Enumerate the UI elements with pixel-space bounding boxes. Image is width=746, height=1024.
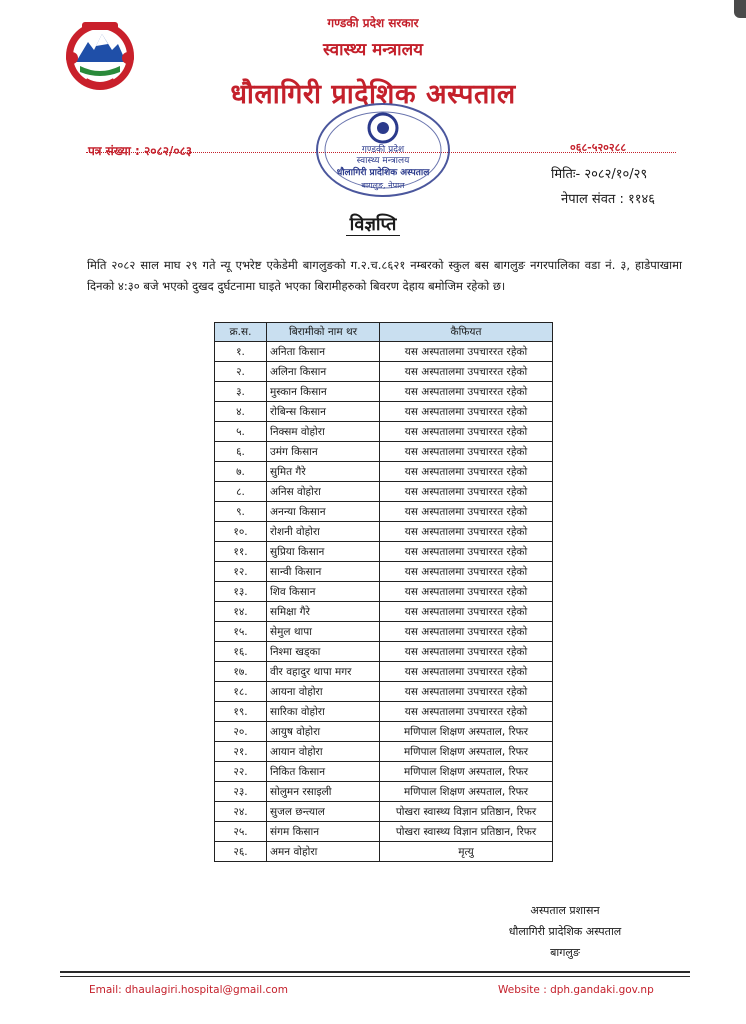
- stamp-line-1: गण्डकी प्रदेश: [361, 145, 405, 155]
- hospital-name: धौलागिरी प्रादेशिक अस्पताल: [230, 79, 516, 110]
- table-row: [215, 342, 553, 362]
- table-row: [215, 502, 553, 522]
- serial-cell: २६.: [215, 842, 267, 862]
- serial-cell: २१.: [215, 742, 267, 762]
- patient-name-cell: रोशनी वोहोरा: [267, 522, 380, 542]
- serial-cell: १६.: [215, 642, 267, 662]
- header-remark: कैफियत: [380, 323, 553, 342]
- patient-name-cell: सान्वी किसान: [267, 562, 380, 582]
- remark-cell: यस अस्पतालमा उपचाररत रहेको: [380, 642, 553, 662]
- signature-line-1: अस्पताल प्रशासन: [530, 904, 600, 917]
- email-label: Email:: [89, 984, 122, 996]
- table-body: [215, 342, 553, 862]
- serial-cell: १०.: [215, 522, 267, 542]
- table-row: [215, 642, 553, 662]
- patient-name-cell: अनन्या किसान: [267, 502, 380, 522]
- website-label: Website :: [498, 984, 547, 996]
- serial-cell: १.: [215, 342, 267, 362]
- notice-body: मिति २०८२ साल माघ २९ गते न्यू एभरेष्ट एकेडेमी बागलुङको ग.२.च.८६२१ नम्बरको स्कुल बस बागलुङ नगरपालिका वडा नं. ३, हाडेपाखामा दिनको ४:३० बजे भएको दुखद दुर्घटनामा घाइते भएका बिरामीहरुको बिवरण देहाय बमोजिम रहेको छ।: [87, 258, 682, 293]
- table-row: [215, 702, 553, 722]
- remark-cell: यस अस्पतालमा उपचाररत रहेको: [380, 442, 553, 462]
- remark-cell: यस अस्पतालमा उपचाररत रहेको: [380, 482, 553, 502]
- remark-cell: मणिपाल शिक्षण अस्पताल, रिफर: [380, 782, 553, 802]
- serial-cell: ११.: [215, 542, 267, 562]
- remark-cell: मणिपाल शिक्षण अस्पताल, रिफर: [380, 742, 553, 762]
- serial-cell: ४.: [215, 402, 267, 422]
- phone-number: ०६८-५२०२८८: [570, 141, 627, 154]
- remark-cell: यस अस्पतालमा उपचाररत रहेको: [380, 582, 553, 602]
- remark-cell: यस अस्पतालमा उपचाररत रहेको: [380, 382, 553, 402]
- table-row: [215, 602, 553, 622]
- table-row: [215, 462, 553, 482]
- signature-line-3: बागलुङ: [550, 946, 580, 959]
- patient-name-cell: उमंग किसान: [267, 442, 380, 462]
- table-header-row: [215, 323, 553, 342]
- ministry-name: स्वास्थ्य मन्त्रालय: [323, 40, 423, 60]
- serial-cell: २५.: [215, 822, 267, 842]
- remark-cell: यस अस्पतालमा उपचाररत रहेको: [380, 422, 553, 442]
- serial-cell: ९.: [215, 502, 267, 522]
- footer-website: [498, 984, 654, 996]
- header-serial: क्र.स.: [215, 323, 267, 342]
- remark-cell: यस अस्पतालमा उपचाररत रहेको: [380, 562, 553, 582]
- notice-title-text: विज्ञप्ति: [346, 214, 401, 236]
- table-row: [215, 482, 553, 502]
- patient-name-cell: समिक्षा गैरे: [267, 602, 380, 622]
- remark-cell: यस अस्पतालमा उपचाररत रहेको: [380, 602, 553, 622]
- patient-name-cell: मुस्कान किसान: [267, 382, 380, 402]
- serial-cell: २४.: [215, 802, 267, 822]
- table-row: [215, 562, 553, 582]
- nepal-sambat: नेपाल संवत : ११४६: [561, 192, 656, 207]
- remark-cell: यस अस्पतालमा उपचाररत रहेको: [380, 682, 553, 702]
- remark-cell: यस अस्पतालमा उपचाररत रहेको: [380, 462, 553, 482]
- signature-line-2: धौलागिरी प्रादेशिक अस्पताल: [508, 925, 622, 938]
- table-row: [215, 442, 553, 462]
- serial-cell: १३.: [215, 582, 267, 602]
- office-stamp: [313, 100, 453, 200]
- remark-cell: मृत्यु: [380, 842, 553, 862]
- patient-name-cell: आयुष वोहोरा: [267, 722, 380, 742]
- patient-name-cell: सेमुल थापा: [267, 622, 380, 642]
- remark-cell: यस अस्पतालमा उपचाररत रहेको: [380, 522, 553, 542]
- serial-cell: १८.: [215, 682, 267, 702]
- letter-number: पत्र संख्या : २०८२/०८३: [88, 144, 193, 158]
- serial-cell: २.: [215, 362, 267, 382]
- serial-cell: १५.: [215, 622, 267, 642]
- remark-cell: पोखरा स्वास्थ्य विज्ञान प्रतिष्ठान, रिफर: [380, 822, 553, 842]
- table-row: [215, 402, 553, 422]
- notice-title: [0, 212, 746, 236]
- remark-cell: पोखरा स्वास्थ्य विज्ञान प्रतिष्ठान, रिफर: [380, 802, 553, 822]
- patient-name-cell: आयना वोहोरा: [267, 682, 380, 702]
- serial-cell: २०.: [215, 722, 267, 742]
- patient-name-cell: निकित किसान: [267, 762, 380, 782]
- patient-name-cell: अनिता किसान: [267, 342, 380, 362]
- patient-name-cell: रोबिन्स किसान: [267, 402, 380, 422]
- patient-name-cell: सुमित गैरे: [267, 462, 380, 482]
- patient-name-cell: अलिना किसान: [267, 362, 380, 382]
- patient-name-cell: आयान वोहोरा: [267, 742, 380, 762]
- table-row: [215, 582, 553, 602]
- remark-cell: यस अस्पतालमा उपचाररत रहेको: [380, 542, 553, 562]
- table-row: [215, 362, 553, 382]
- table-row: [215, 782, 553, 802]
- patient-name-cell: सुजल छन्त्याल: [267, 802, 380, 822]
- website-url[interactable]: dph.gandaki.gov.np: [550, 984, 654, 996]
- table-row: [215, 722, 553, 742]
- table-row: [215, 662, 553, 682]
- letter-date: मितिः- २०८२/१०/२९: [551, 167, 648, 182]
- header-patient-name: बिरामीको नाम थर: [267, 323, 380, 342]
- footer-rule: [60, 971, 690, 973]
- table-row: [215, 522, 553, 542]
- patient-name-cell: सुप्रिया किसान: [267, 542, 380, 562]
- stamp-line-4: बागलुङ, नेपाल: [361, 181, 405, 190]
- government-name: गण्डकी प्रदेश सरकार: [327, 16, 419, 30]
- serial-cell: २२.: [215, 762, 267, 782]
- serial-cell: १९.: [215, 702, 267, 722]
- table-row: [215, 542, 553, 562]
- remark-cell: मणिपाल शिक्षण अस्पताल, रिफर: [380, 762, 553, 782]
- remark-cell: यस अस्पतालमा उपचाररत रहेको: [380, 342, 553, 362]
- serial-cell: ६.: [215, 442, 267, 462]
- patient-name-cell: शिव किसान: [267, 582, 380, 602]
- table-row: [215, 762, 553, 782]
- patient-table: [214, 322, 553, 862]
- stamp-line-3: धौलागिरी प्रादेशिक अस्पताल: [336, 168, 430, 178]
- patient-name-cell: निक्सम वोहोरा: [267, 422, 380, 442]
- patient-name-cell: संगम किसान: [267, 822, 380, 842]
- table-row: [215, 622, 553, 642]
- serial-cell: ८.: [215, 482, 267, 502]
- table-row: [215, 422, 553, 442]
- remark-cell: यस अस्पतालमा उपचाररत रहेको: [380, 662, 553, 682]
- remark-cell: यस अस्पतालमा उपचाररत रहेको: [380, 402, 553, 422]
- serial-cell: ३.: [215, 382, 267, 402]
- table-row: [215, 822, 553, 842]
- patient-name-cell: निश्मा खड्का: [267, 642, 380, 662]
- remark-cell: मणिपाल शिक्षण अस्पताल, रिफर: [380, 722, 553, 742]
- serial-cell: १४.: [215, 602, 267, 622]
- patient-name-cell: सोलुमन रसाइली: [267, 782, 380, 802]
- serial-cell: १२.: [215, 562, 267, 582]
- patient-name-cell: वीर वहादुर थापा मगर: [267, 662, 380, 682]
- footer-email: [89, 984, 288, 996]
- table-row: [215, 682, 553, 702]
- table-row: [215, 382, 553, 402]
- signature-block: [500, 900, 630, 963]
- patient-name-cell: अनिस वोहोरा: [267, 482, 380, 502]
- table-row: [215, 742, 553, 762]
- serial-cell: १७.: [215, 662, 267, 682]
- patient-name-cell: सारिका वोहोरा: [267, 702, 380, 722]
- email-address[interactable]: dhaulagiri.hospital@gmail.com: [125, 984, 288, 996]
- remark-cell: यस अस्पतालमा उपचाररत रहेको: [380, 362, 553, 382]
- table-row: [215, 842, 553, 862]
- patient-name-cell: अमन वोहोरा: [267, 842, 380, 862]
- remark-cell: यस अस्पतालमा उपचाररत रहेको: [380, 502, 553, 522]
- serial-cell: २३.: [215, 782, 267, 802]
- table-row: [215, 802, 553, 822]
- serial-cell: ५.: [215, 422, 267, 442]
- remark-cell: यस अस्पतालमा उपचाररत रहेको: [380, 622, 553, 642]
- stamp-line-2: स्वास्थ्य मन्त्रालय: [356, 156, 410, 166]
- footer-rule-thin: [60, 976, 690, 977]
- serial-cell: ७.: [215, 462, 267, 482]
- remark-cell: यस अस्पतालमा उपचाररत रहेको: [380, 702, 553, 722]
